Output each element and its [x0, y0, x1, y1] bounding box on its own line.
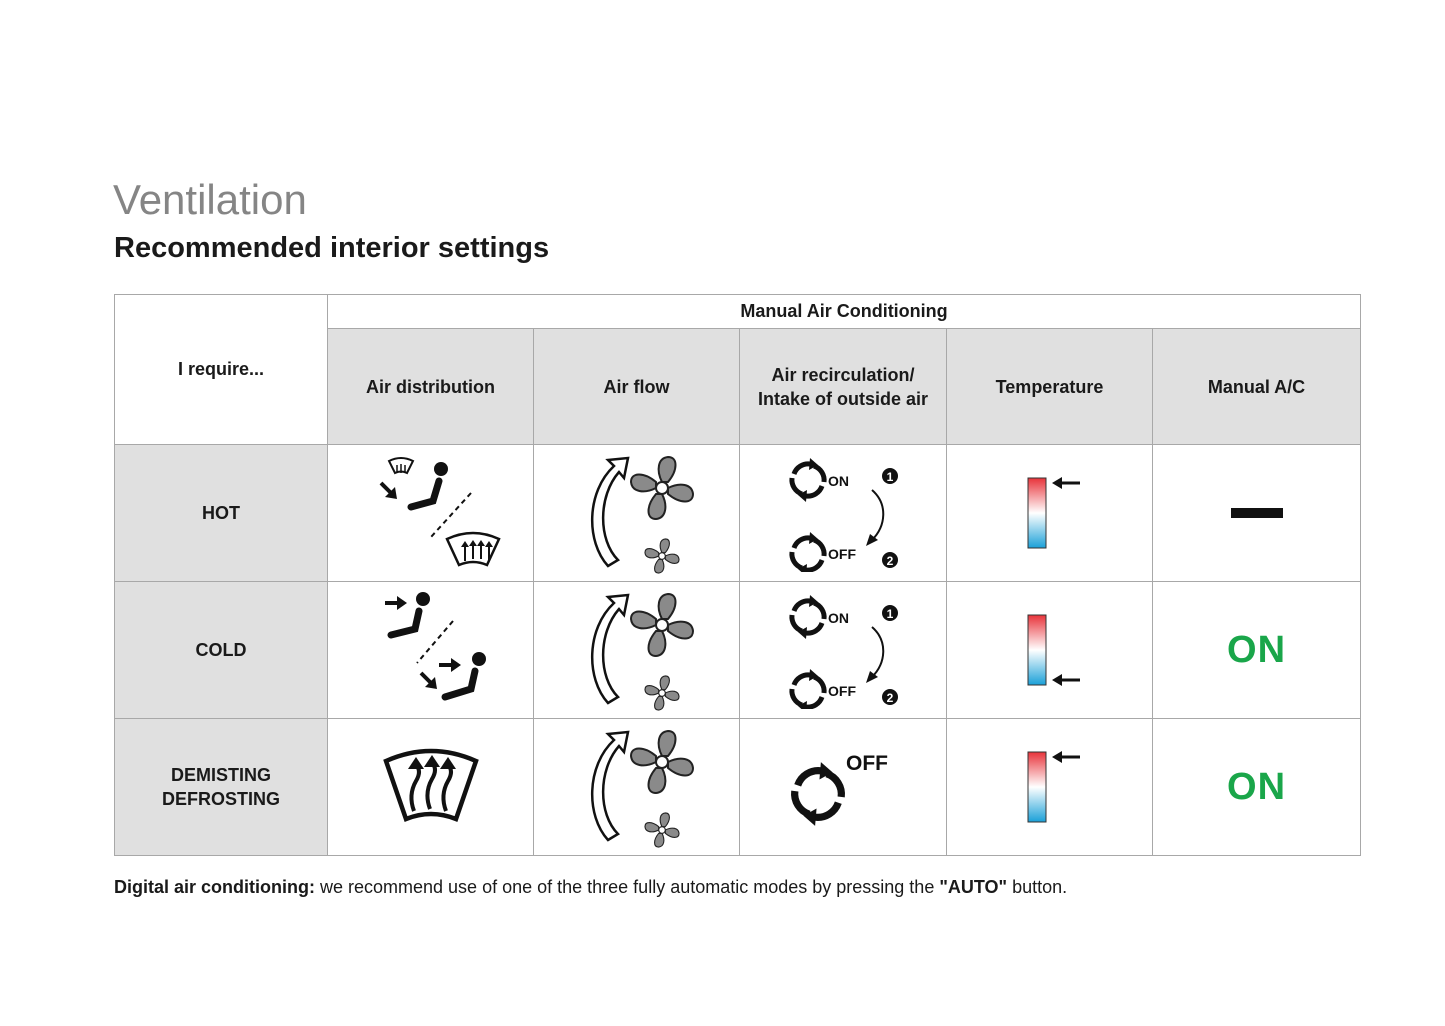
recirculation-off-icon — [778, 742, 908, 832]
air-distribution-header: Air distribution — [328, 329, 534, 445]
recirc-on-label: ON — [828, 610, 849, 626]
recirc-off-label: OFF — [828, 546, 856, 562]
air-flow-cell — [534, 719, 740, 856]
row-label-hot: HOT — [115, 445, 328, 582]
fan-increase-icon — [572, 452, 702, 574]
air-flow-cell — [534, 582, 740, 719]
recirculation-cell — [740, 719, 947, 856]
page-subtitle: Recommended interior settings — [114, 232, 550, 264]
step-1-badge: 1 — [886, 607, 894, 621]
require-header: I require... — [115, 295, 328, 445]
footnote-text-1: we recommend use of one of the three fully automatic modes by pressing the — [315, 877, 940, 897]
footnote-intro: Digital air conditioning: — [114, 877, 315, 897]
recirc-on-label: ON — [828, 473, 849, 489]
row-label-line2: DEFROSTING — [161, 789, 280, 809]
fan-increase-icon — [572, 589, 702, 711]
recirc-header-line2: Intake of outside air — [757, 388, 929, 409]
air-recirculation-header — [740, 329, 947, 445]
temperature-min-icon — [1010, 610, 1090, 690]
temperature-max-icon — [1010, 747, 1090, 827]
table-row-cold — [115, 582, 1361, 719]
footnote-text-2: button. — [1007, 877, 1068, 897]
recirc-off-label: OFF — [828, 683, 856, 699]
face-and-feet-icon — [361, 589, 501, 711]
settings-table — [114, 294, 1361, 856]
row-label-cold: COLD — [115, 582, 328, 719]
step-2-badge: 2 — [886, 691, 894, 705]
manual-ac-cell — [1153, 445, 1361, 582]
step-2-badge: 2 — [886, 554, 894, 568]
recirc-header-line1: Air recirculation/ — [771, 364, 915, 385]
temperature-cell — [947, 445, 1153, 582]
air-distribution-cell — [328, 719, 534, 856]
recirculation-on-off-icon — [778, 591, 908, 709]
feet-and-windscreen-icon — [361, 453, 501, 573]
temperature-header: Temperature — [947, 329, 1153, 445]
temperature-max-icon — [1010, 473, 1090, 553]
air-flow-header: Air flow — [534, 329, 740, 445]
air-flow-cell — [534, 445, 740, 582]
manual-ac-on-label: ON — [1227, 765, 1287, 808]
recirculation-cell — [740, 445, 947, 582]
air-distribution-cell — [328, 582, 534, 719]
row-label-line1: DEMISTING — [170, 765, 271, 785]
recirculation-cell — [740, 582, 947, 719]
manual-ac-group-header: Manual Air Conditioning — [328, 295, 1361, 329]
recirculation-on-off-icon — [778, 454, 908, 572]
step-1-badge: 1 — [886, 470, 894, 484]
manual-ac-cell — [1153, 582, 1361, 719]
recirc-off-label: OFF — [846, 752, 888, 775]
manual-ac-off-dash — [1231, 508, 1283, 518]
windscreen-defrost-icon — [376, 747, 486, 827]
temperature-cell — [947, 719, 1153, 856]
footnote — [114, 877, 1067, 898]
manual-ac-on-label: ON — [1227, 628, 1287, 671]
table-row-demisting — [115, 719, 1361, 856]
temperature-cell — [947, 582, 1153, 719]
table-row-hot — [115, 445, 1361, 582]
row-label-demisting — [115, 719, 328, 856]
footnote-auto-button: "AUTO" — [939, 877, 1008, 897]
fan-increase-icon — [572, 726, 702, 848]
page-title: Ventilation — [113, 176, 307, 223]
manual-ac-header: Manual A/C — [1153, 329, 1361, 445]
air-distribution-cell — [328, 445, 534, 582]
manual-ac-cell — [1153, 719, 1361, 856]
